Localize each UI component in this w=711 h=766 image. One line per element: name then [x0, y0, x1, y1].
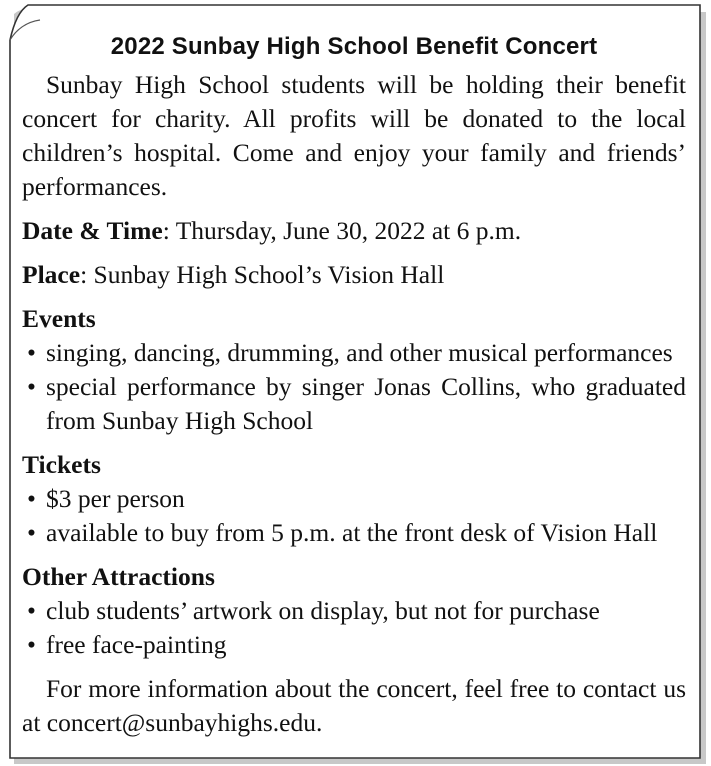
- date-time-line: [22, 214, 686, 248]
- list-item: [22, 370, 686, 438]
- tickets-section: [22, 448, 686, 550]
- place-label: Place: [22, 260, 81, 289]
- date-time-label: Date & Time: [22, 216, 163, 245]
- other-attractions-list: [22, 594, 686, 662]
- bullet-icon: •: [27, 372, 36, 401]
- attractions-item-text: club students’ artwork on display, but not for purchase: [46, 596, 600, 625]
- tickets-list: [22, 482, 686, 550]
- bullet-icon: •: [27, 630, 36, 659]
- events-list: [22, 336, 686, 438]
- date-time-value: : Thursday, June 30, 2022 at 6 p.m.: [162, 216, 522, 245]
- list-item: [22, 594, 686, 628]
- tickets-item-text: $3 per person: [46, 484, 185, 513]
- list-item: [22, 628, 686, 662]
- closing-paragraph: For more information about the concert, feel free to contact us at concert@sunbayhighs.edu.: [22, 674, 686, 737]
- concert-notice: [22, 30, 686, 740]
- events-item-text: special performance by singer Jonas Collins, who graduated from Sunbay High School: [46, 372, 686, 435]
- list-item: [22, 336, 686, 370]
- bullet-icon: •: [27, 484, 36, 513]
- bullet-icon: •: [27, 518, 36, 547]
- events-item-text: singing, dancing, drumming, and other musical performances: [46, 338, 673, 367]
- events-heading: Events: [22, 304, 96, 333]
- notice-title: 2022 Sunbay High School Benefit Concert: [110, 33, 598, 60]
- attractions-item-text: free face-painting: [46, 630, 227, 659]
- other-attractions-section: [22, 560, 686, 662]
- place-line: [22, 258, 686, 292]
- bullet-icon: •: [27, 338, 36, 367]
- intro-paragraph: Sunbay High School students will be holding their benefit concert for charity. All profits will be donated to the local children’s hospital. Come and enjoy your family and friends’ performances.: [22, 70, 686, 201]
- events-section: [22, 302, 686, 438]
- tickets-item-text: available to buy from 5 p.m. at the front desk of Vision Hall: [46, 518, 658, 547]
- list-item: [22, 516, 686, 550]
- tickets-heading: Tickets: [22, 450, 101, 479]
- list-item: [22, 482, 686, 516]
- other-attractions-heading: Other Attractions: [22, 562, 215, 591]
- place-value: : Sunbay High School’s Vision Hall: [80, 260, 445, 289]
- bullet-icon: •: [27, 596, 36, 625]
